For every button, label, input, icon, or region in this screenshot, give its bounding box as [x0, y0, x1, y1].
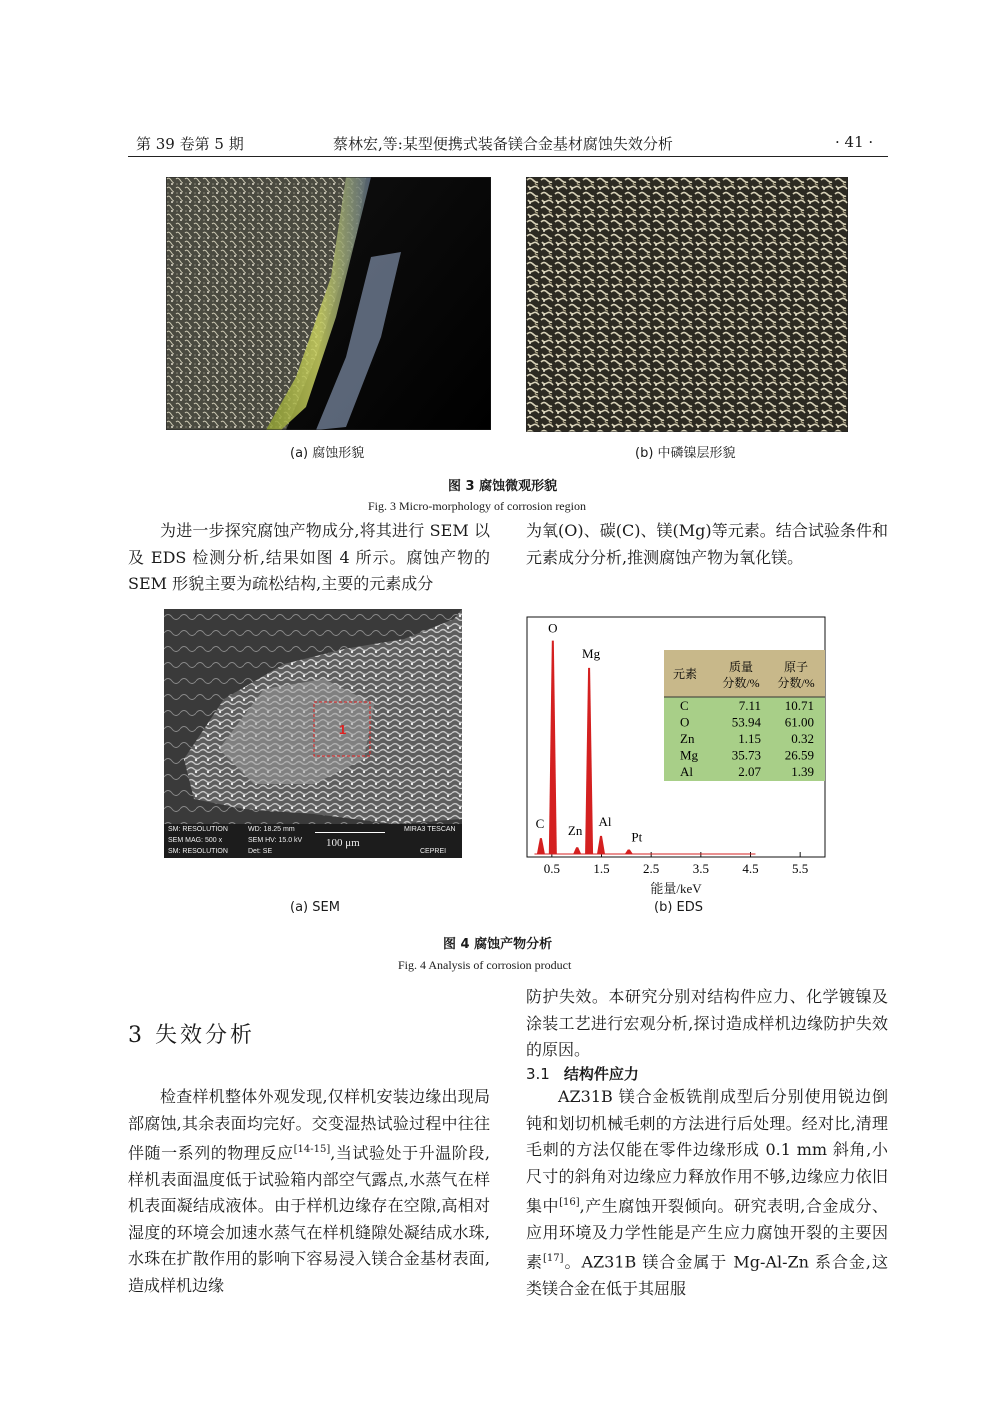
fig4a-sem-image — [164, 609, 462, 858]
citation-14-15: [14-15] — [293, 1144, 331, 1155]
eds-table-cell: 1.39 — [791, 764, 814, 779]
eds-peak-label: Al — [598, 813, 612, 829]
eds-x-tick-label: 2.5 — [643, 861, 660, 876]
eds-chart — [516, 610, 834, 900]
eds-table-cell: 1.15 — [738, 731, 761, 746]
eds-table-header-atomic-unit: 分数/% — [777, 676, 815, 690]
eds-table-cell: 61.00 — [784, 714, 814, 730]
sem-marker-label: 1 — [339, 722, 347, 737]
sem-scale-label: 100 μm — [326, 837, 360, 849]
eds-table — [664, 650, 825, 781]
sem-info-text: WD: 18.25 mm — [248, 826, 295, 833]
header-rule — [128, 156, 888, 157]
paragraph-sem-conclusion: 为氧(O)、碳(C)、镁(Mg)等元素。结合试验条件和元素成分分析,推测腐蚀产物为氧化镁。 — [526, 521, 888, 567]
fig3-caption-en: Fig. 3 Micro-morphology of corrosion region — [368, 499, 586, 513]
eds-table-cell: 35.73 — [731, 747, 761, 763]
eds-peak-label: O — [548, 620, 558, 636]
eds-table-cell: 2.07 — [738, 764, 761, 779]
eds-peak-label: Mg — [582, 645, 601, 661]
fig4-caption-en: Fig. 4 Analysis of corrosion product — [398, 958, 572, 972]
eds-x-tick-label: 4.5 — [742, 861, 759, 876]
sem-info-text: SEM MAG: 500 x — [168, 837, 223, 844]
header-page: · 41 · — [835, 133, 874, 151]
eds-peak-label: Zn — [567, 823, 583, 839]
subsection-3-1-title — [526, 1063, 639, 1084]
header-title: 蔡林宏,等:某型便携式装备镁合金基材腐蚀失效分析 — [333, 135, 673, 153]
section-3-title: 3 失效分析 — [128, 1023, 255, 1048]
eds-table-cell: 7.11 — [738, 698, 761, 713]
sem-info-text: CEPREI — [420, 848, 447, 855]
eds-table-cell: Al — [680, 764, 693, 779]
sem-scale-bar — [315, 832, 385, 833]
fig3a-caption: (a) 腐蚀形貌 — [290, 446, 365, 461]
eds-peak-label: Pt — [631, 829, 643, 845]
fig3b-caption: (b) 中磷镍层形貌 — [635, 446, 736, 461]
fig3b-nickel-layer-photo — [526, 177, 848, 432]
paragraph-sem-intro: 为进一步探究腐蚀产物成分,将其进行 SEM 以及 EDS 检测分析,结果如图 4 所示。腐蚀产物的 SEM 形貌主要为疏松结构,主要的元素成分 — [128, 521, 490, 593]
fig3-caption-cn: 图 3 腐蚀微观形貌 — [448, 479, 558, 494]
eds-peak-label: C — [535, 816, 545, 832]
subsection-text-a: AZ31B 镁合金板铣削成型后分别使用锐边倒钝和划切机械毛刺的方法进行后处理。经对比,清理毛刺的方法仅能在零件边缘形成 0.1 mm 斜角,小尺寸的斜角对边缘应力释放作用不够,边缘应力依旧集中 — [526, 1087, 888, 1216]
section-3-paragraph — [128, 1084, 490, 1299]
fig4a-caption: (a) SEM — [290, 900, 340, 915]
eds-x-tick-label: 1.5 — [593, 861, 610, 876]
eds-table-cell: 26.59 — [784, 747, 814, 763]
sem-info-bar — [164, 824, 462, 858]
eds-table-cell: 10.71 — [784, 698, 814, 713]
subsection-3-1-paragraph — [526, 1084, 888, 1303]
subsection-text-c: 。AZ31B 镁合金属于 Mg-Al-Zn 系合金,这类镁合金在低于其屈服 — [526, 1252, 888, 1299]
eds-table-cell: Zn — [680, 731, 695, 746]
citation-17: [17] — [543, 1253, 564, 1265]
eds-table-header-mass-unit: 分数/% — [722, 676, 760, 690]
eds-x-tick-label: 3.5 — [692, 861, 709, 876]
eds-table-header-mass: 质量 — [728, 660, 754, 674]
sem-info-text: SM: RESOLUTION — [168, 826, 228, 833]
eds-x-axis-label: 能量/keV — [650, 881, 702, 896]
subsection-text-b: ,产生腐蚀开裂倾向。研究表明,合金成分、应用环境及力学性能是产生应力腐蚀开裂的主要因素 — [526, 1196, 888, 1272]
sem-info-text: MIRA3 TESCAN — [404, 826, 456, 833]
subsection-number: 3.1 — [526, 1065, 550, 1083]
fig4b-caption: (b) EDS — [654, 900, 704, 915]
eds-table-header-element: 元素 — [672, 667, 698, 681]
eds-table-header-atomic: 原子 — [783, 660, 809, 674]
fig4-caption-cn: 图 4 腐蚀产物分析 — [443, 937, 553, 952]
eds-table-cell: 0.32 — [791, 731, 814, 746]
header-issue: 第 39 卷第 5 期 — [136, 135, 244, 153]
sem-info-text: SM: RESOLUTION — [168, 848, 228, 855]
eds-table-cell: O — [680, 714, 690, 730]
eds-table-cell: 53.94 — [731, 714, 761, 730]
fig3a-corrosion-photo — [166, 177, 491, 430]
section-3-text-cont: ,当试验处于升温阶段,样机表面温度低于试验箱内部空气露点,水蒸气在样机表面凝结成液体。由于样机边缘存在空隙,高相对湿度的环境会加速水蒸气在样机缝隙处凝结成水珠,水珠在扩散作用的影响下容易浸入镁合金基材表面,造成样机边缘 — [128, 1143, 490, 1295]
sem-info-text: Det: SE — [248, 848, 273, 855]
section-3-text: 检查样机整体外观发现,仅样机安装边缘出现局部腐蚀,其余表面均完好。交变湿热试验过程中往往伴随一系列的物理反应 — [128, 1087, 490, 1163]
subsection-title-text: 结构件应力 — [563, 1065, 639, 1083]
sem-info-text: SEM HV: 15.0 kV — [248, 837, 303, 844]
right-col-intro: 防护失效。本研究分别对结构件应力、化学镀镍及涂装工艺进行宏观分析,探讨造成样机边缘防护失效的原因。 — [526, 987, 888, 1059]
eds-x-tick-label: 5.5 — [792, 861, 809, 876]
eds-table-cell: Mg — [680, 747, 699, 763]
eds-x-tick-label: 0.5 — [543, 861, 560, 876]
citation-16: [16] — [559, 1197, 580, 1208]
eds-table-cell: C — [680, 698, 689, 713]
